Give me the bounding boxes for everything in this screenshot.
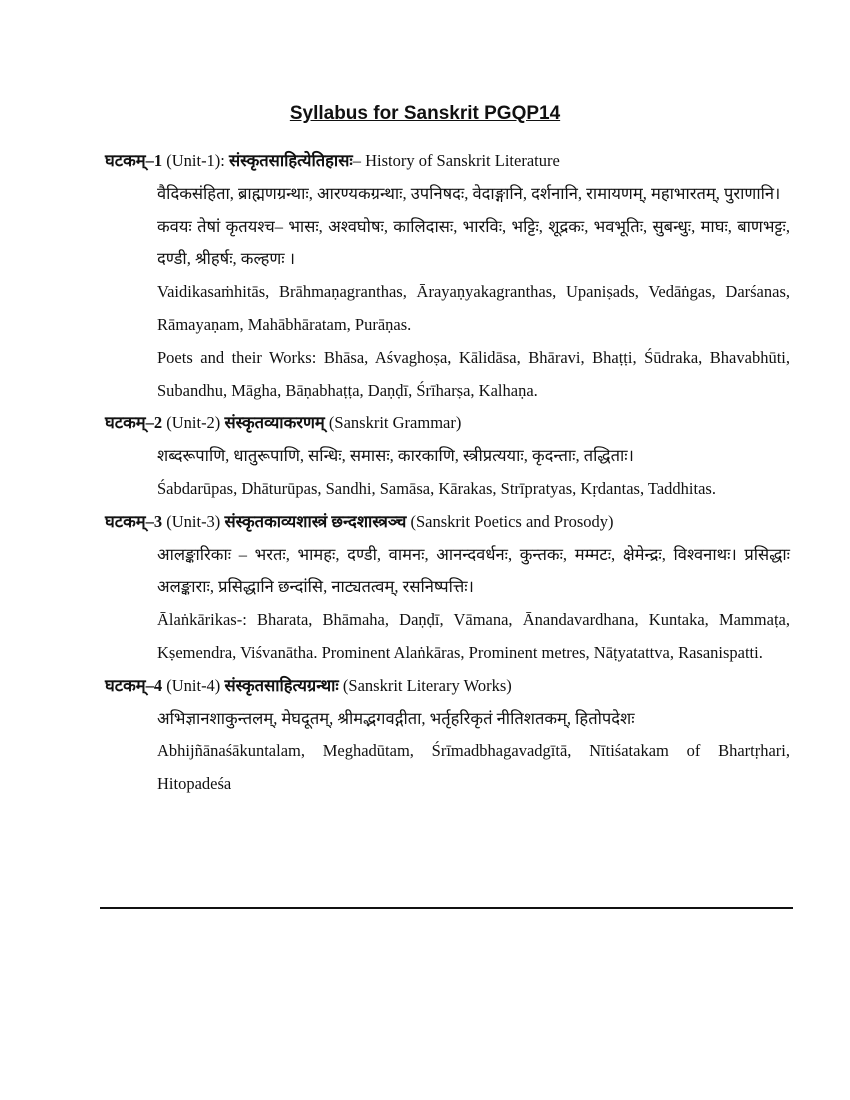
paragraph: शब्दरूपाणि, धातुरूपाणि, सन्धिः, समासः, कारकाणि, स्त्रीप्रत्ययाः, कृदन्ताः, तद्धिताः। bbox=[157, 446, 634, 466]
unit-label-devanagari: घटकम्–4 bbox=[105, 675, 163, 695]
unit-heading bbox=[105, 145, 790, 178]
paragraph: Abhijñānaśākuntalam, Meghadūtam, Śrīmadbhagavadgītā, Nītiśatakam of Bhartṛhari, Hitopadeśa bbox=[157, 741, 790, 794]
paragraph: Śabdarūpas, Dhāturūpas, Sandhi, Samāsa, Kārakas, Strīpratyas, Kṛdantas, Taddhitas. bbox=[157, 478, 716, 498]
paragraph: Poets and their Works: Bhāsa, Aśvaghoṣa, Kālidāsa, Bhāravi, Bhaṭṭi, Śūdraka, Bhavabhūti, Subandhu, Māgha, Bāṇabhaṭṭa, Daṇḍī, Śrīharṣa, Kalhaṇa. bbox=[157, 347, 790, 400]
unit-1-section bbox=[105, 145, 790, 407]
unit-topic: (Sanskrit Poetics and Prosody) bbox=[406, 511, 614, 531]
unit-topic: (Sanskrit Literary Works) bbox=[338, 675, 512, 695]
paragraph: वैदिकसंहिता, ब्राह्मणग्रन्थाः, आरण्यकग्रन्थाः, उपनिषदः, वेदाङ्गानि, दर्शनानि, रामायणम्, महाभारतम्, पुराणानि। bbox=[157, 183, 781, 203]
unit-topic-devanagari: संस्कृतकाव्यशास्त्रं छन्दशास्त्रञ्च bbox=[224, 511, 407, 531]
paragraph: Ālaṅkārikas-: Bharata, Bhāmaha, Daṇḍī, Vāmana, Ānandavardhana, Kuntaka, Mammaṭa, Kṣemendra, Viśvanātha. Prominent Alaṅkāras, Prominent metres, Nāṭyatattva, Rasanispatti. bbox=[157, 610, 790, 662]
unit-topic: – History of Sanskrit Literature bbox=[352, 151, 560, 170]
unit-topic-devanagari: संस्कृतसाहित्येतिहासः bbox=[229, 151, 353, 170]
unit-topic-devanagari: संस्कृतसाहित्यग्रन्थाः bbox=[224, 675, 339, 695]
unit-label-devanagari: घटकम्–1 bbox=[105, 151, 163, 170]
syllabus-content bbox=[105, 145, 790, 801]
paragraph: Vaidikasaṁhitās, Brāhmaṇagranthas, Ārayaṇyakagranthas, Upaniṣads, Vedāṅgas, Darśanas, Rāmayaṇam, Mahābhāratam, Purāṇas. bbox=[157, 282, 790, 334]
unit-4-section bbox=[105, 670, 790, 801]
unit-label: (Unit-4) bbox=[162, 675, 225, 695]
unit-topic: (Sanskrit Grammar) bbox=[324, 413, 462, 433]
paragraph: कवयः तेषां कृतयश्च– भासः, अश्वघोषः, कालिदासः, भारविः, भट्टिः, शूद्रकः, भवभूतिः, सुबन्धुः, माघः, बाणभट्टः, दण्डी, श्रीहर्षः, कल्हणः । bbox=[157, 216, 790, 269]
unit-topic-devanagari: संस्कृतव्याकरणम् bbox=[224, 413, 325, 433]
page-title: Syllabus for Sanskrit PGQP14 bbox=[289, 103, 561, 124]
horizontal-rule bbox=[100, 907, 793, 909]
unit-heading bbox=[105, 407, 790, 440]
unit-2-section bbox=[105, 407, 790, 505]
unit-heading bbox=[105, 506, 790, 539]
unit-label-devanagari: घटकम्–2 bbox=[105, 413, 163, 433]
unit-heading bbox=[105, 670, 790, 703]
unit-label: (Unit-3) bbox=[162, 511, 225, 531]
unit-label: (Unit-2) bbox=[162, 413, 225, 433]
paragraph: आलङ्कारिकाः – भरतः, भामहः, दण्डी, वामनः, आनन्दवर्धनः, कुन्तकः, मम्मटः, क्षेमेन्द्रः, विश्वनाथः। प्रसिद्धाः अलङ्काराः, प्रसिद्धानि छन्दांसि, नाट्यतत्वम्, रसनिष्पत्तिः। bbox=[157, 544, 790, 597]
unit-label-devanagari: घटकम्–3 bbox=[105, 511, 163, 531]
paragraph: अभिज्ञानशाकुन्तलम्, मेघदूतम्, श्रीमद्भगवद्गीता, भर्तृहरिकृतं नीतिशतकम्, हितोपदेशः bbox=[157, 708, 635, 728]
unit-label: (Unit-1): bbox=[162, 151, 230, 170]
unit-3-section bbox=[105, 506, 790, 670]
